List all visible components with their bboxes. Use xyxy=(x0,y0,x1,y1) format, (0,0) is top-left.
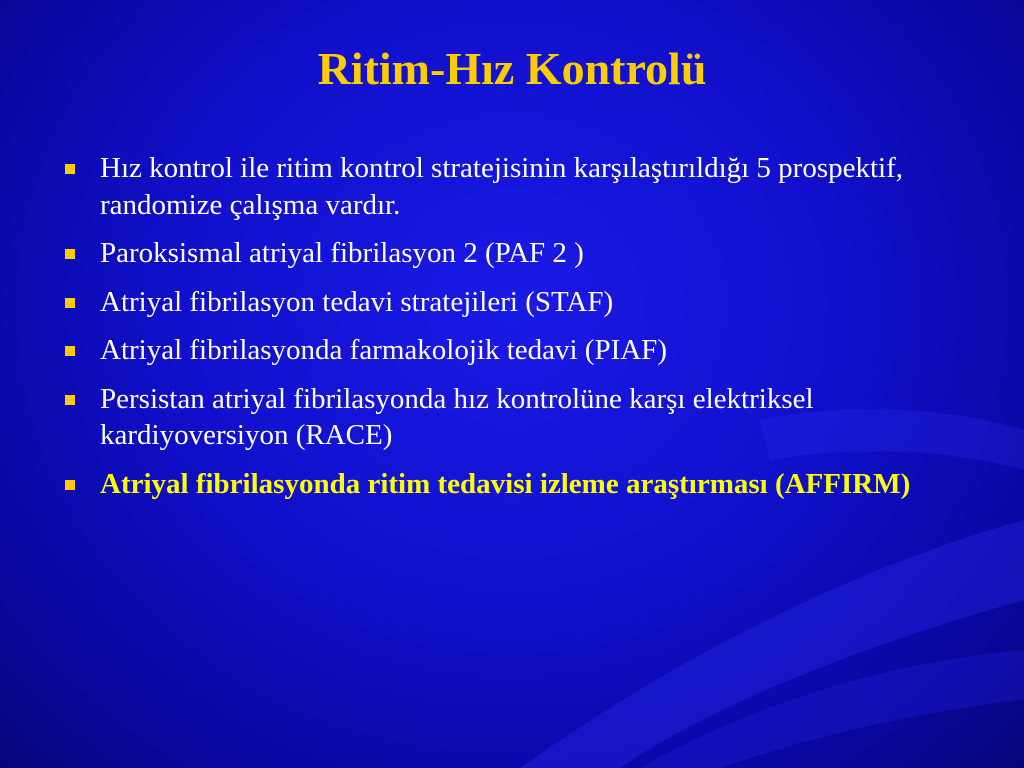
bullet-item xyxy=(62,235,962,272)
square-bullet-icon xyxy=(65,480,75,490)
bullet-text: Atriyal fibrilasyon tedavi stratejileri (STAF) xyxy=(100,285,614,318)
swoosh-band-1 xyxy=(520,520,1024,768)
bullet-text: Persistan atriyal fibrilasyonda hız kontrolüne karşı elektriksel kardiyoversiyon (RACE) xyxy=(100,382,814,452)
square-bullet-icon xyxy=(65,298,75,308)
slide-title: Ritim-Hız Kontrolü xyxy=(317,43,707,94)
bullet-text: Atriyal fibrilasyonda farmakolojik tedavi (PIAF) xyxy=(100,334,667,367)
square-bullet-icon xyxy=(65,395,75,405)
square-bullet-icon xyxy=(65,164,75,174)
bullet-item xyxy=(62,150,962,223)
bullet-item xyxy=(62,381,962,454)
bullet-text: Atriyal fibrilasyonda ritim tedavisi izleme araştırması (AFFIRM) xyxy=(100,467,911,500)
square-bullet-icon xyxy=(65,249,75,259)
bullet-item xyxy=(62,332,962,369)
swoosh-band-3 xyxy=(640,650,1024,768)
bullet-list xyxy=(62,150,962,514)
square-bullet-icon xyxy=(65,346,75,356)
bullet-text: Hız kontrol ile ritim kontrol stratejisinin karşılaştırıldığı 5 prospektif, randomize çalışma vardır. xyxy=(100,152,904,221)
bullet-item-highlighted xyxy=(62,466,962,503)
bullet-item xyxy=(62,284,962,321)
bullet-text: Paroksismal atriyal fibrilasyon 2 (PAF 2 ) xyxy=(100,237,584,270)
